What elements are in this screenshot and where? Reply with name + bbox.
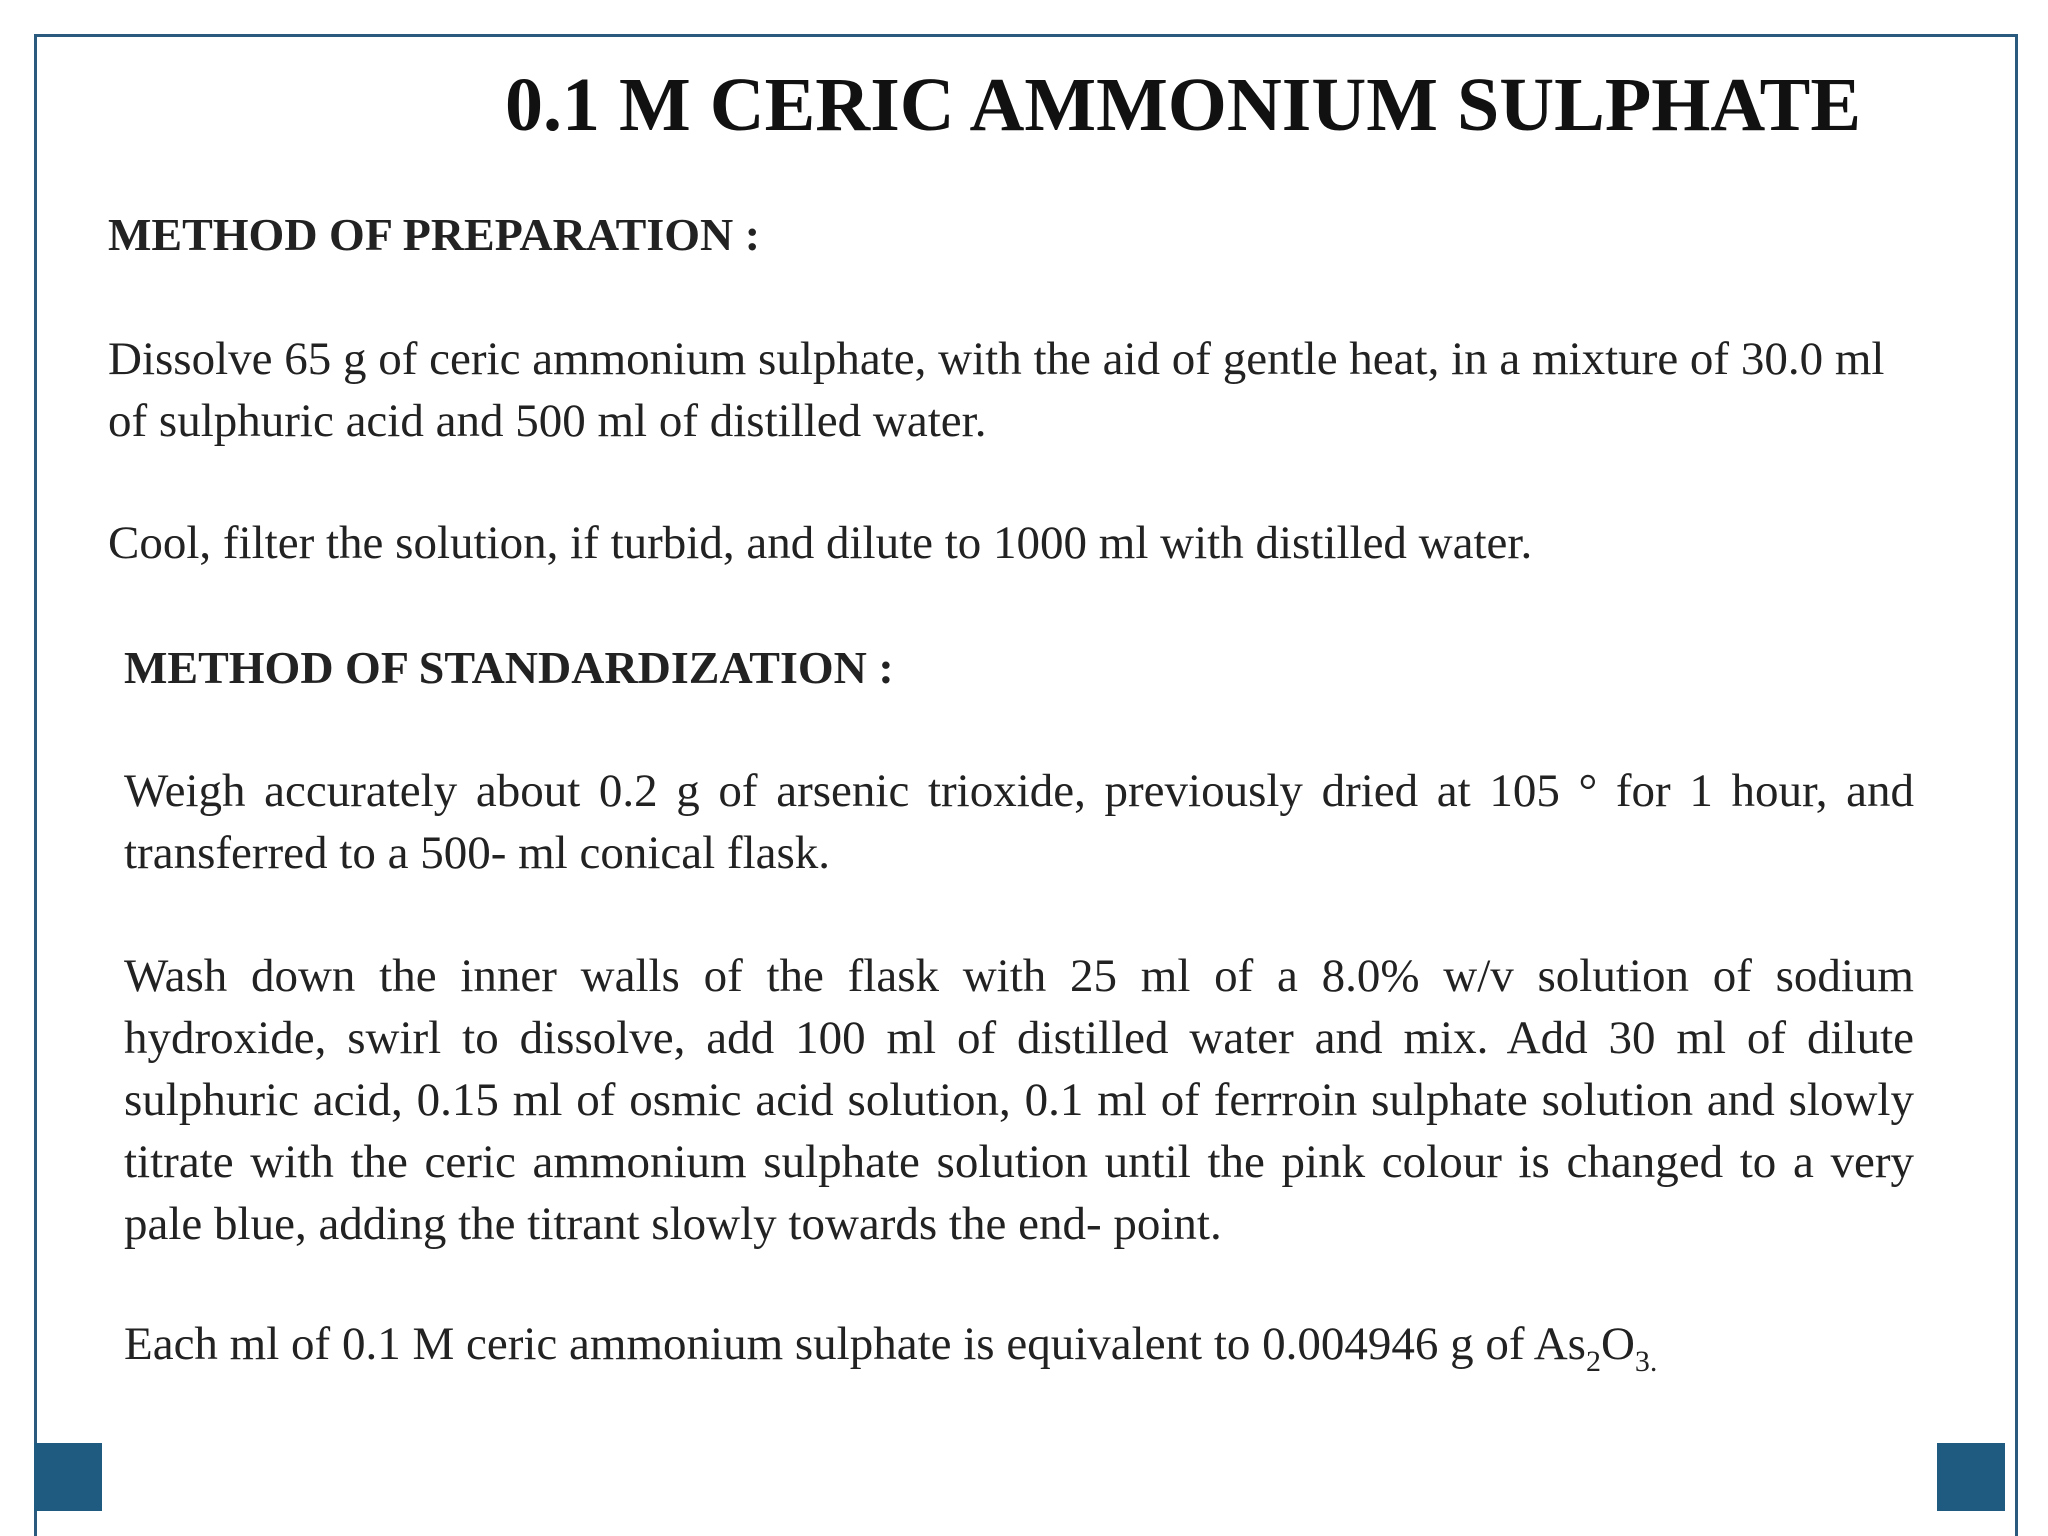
standardization-paragraph-2: Wash down the inner walls of the flask with 25 ml of a 8.0% w/v solution of sodium hydroxide, swirl to dissolve, add 100 ml of distilled water and mix. Add 30 ml of dilute sulphuric acid, 0.15 ml of osmic acid solution, 0.1 ml of ferrroin sulphate solution and slowly titrate with the ceric ammonium sulphate solution until the pink colour is changed to a very pale blue, adding the titrant slowly towards the end- point. (124, 950, 1914, 1250)
subscript-2: 2 (1585, 1345, 1601, 1378)
preparation-paragraph-1: Dissolve 65 g of ceric ammonium sulphate, with the aid of gentle heat, in a mixture of 30.0 ml of sulphuric acid and 500 ml of distilled water. (108, 333, 1885, 447)
corner-square-right (1937, 1443, 2005, 1511)
subscript-3: 3. (1634, 1345, 1658, 1378)
oxygen-symbol: O (1600, 1318, 1635, 1370)
preparation-heading: METHOD OF PREPARATION : (108, 209, 761, 260)
page-title: 0.1 M CERIC AMMONIUM SULPHATE (505, 63, 1862, 147)
equivalence-statement (124, 1313, 1914, 1378)
equivalence-text: Each ml of 0.1 M ceric ammonium sulphate is equivalent to 0.004946 g of As (124, 1318, 1586, 1370)
standardization-paragraph-1: Weigh accurately about 0.2 g of arsenic trioxide, previously dried at 105 ° for 1 hour, and transferred to a 500- ml conical flask. (124, 765, 1914, 879)
preparation-paragraph-2: Cool, filter the solution, if turbid, and dilute to 1000 ml with distilled water. (108, 517, 1533, 569)
corner-square-left (34, 1443, 102, 1511)
standardization-heading: METHOD OF STANDARDIZATION : (124, 642, 894, 693)
